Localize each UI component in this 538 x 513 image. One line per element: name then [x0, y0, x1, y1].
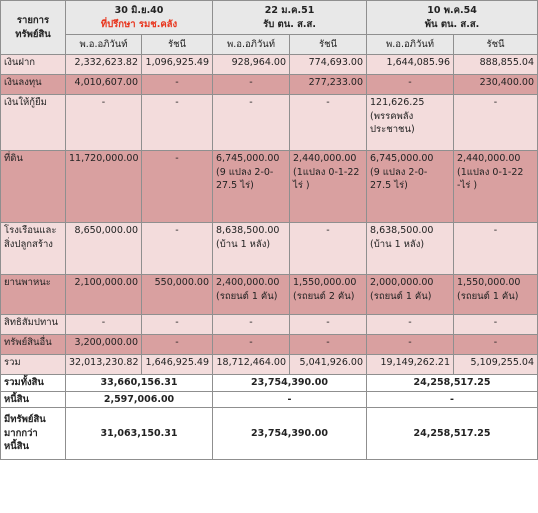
asset-row-label: ยานพาหนะ	[1, 275, 66, 315]
asset-value-cell: -	[290, 95, 367, 151]
header-item-line-1: รายการ	[16, 15, 50, 26]
total-value-cell: 31,063,150.31	[66, 408, 213, 460]
asset-value-cell: -	[213, 315, 290, 335]
asset-value-cell: -	[142, 315, 213, 335]
asset-value-cell: -	[367, 315, 454, 335]
asset-value-cell: -	[290, 315, 367, 335]
total-row-label: หนี้สิน	[1, 391, 66, 408]
period-1-date: 30 มิ.ย.40	[114, 5, 164, 16]
asset-rows	[1, 55, 538, 375]
asset-value-cell: 2,440,000.00 (1แปลง 0-1-22 ไร่ )	[290, 151, 367, 223]
asset-value-cell: 18,712,464.00	[213, 355, 290, 375]
asset-value-cell: 1,096,925.49	[142, 55, 213, 75]
asset-value-cell: -	[454, 223, 538, 275]
asset-value-cell: 1,550,000.00 (รถยนต์ 2 คัน)	[290, 275, 367, 315]
asset-row	[1, 335, 538, 355]
asset-value-cell: -	[66, 315, 142, 335]
asset-value-cell: 6,745,000.00 (9 แปลง 2-0- 27.5 ไร่)	[213, 151, 290, 223]
asset-row-label: โรงเรือนและ สิ่งปลูกสร้าง	[1, 223, 66, 275]
asset-value-cell: 2,100,000.00	[66, 275, 142, 315]
total-value-cell: 33,660,156.31	[66, 375, 213, 392]
owner-header-5: พ.อ.อภิวันท์	[367, 35, 454, 55]
period-3-note: พ้น ตน. ส.ส.	[424, 18, 480, 30]
period-2-date: 22 ม.ค.51	[264, 5, 315, 16]
asset-row-label: ทรัพย์สินอื่น	[1, 335, 66, 355]
asset-value-cell: 5,041,926.00	[290, 355, 367, 375]
asset-value-cell: 32,013,230.82	[66, 355, 142, 375]
asset-row-label: รวม	[1, 355, 66, 375]
asset-value-cell: 5,109,255.04	[454, 355, 538, 375]
asset-value-cell: 550,000.00	[142, 275, 213, 315]
asset-value-cell: 2,000,000.00 (รถยนต์ 1 คัน)	[367, 275, 454, 315]
asset-value-cell: -	[213, 95, 290, 151]
total-value-cell: -	[367, 391, 538, 408]
total-value-cell: 24,258,517.25	[367, 375, 538, 392]
period-2-header	[213, 1, 367, 35]
period-3-header	[367, 1, 538, 35]
asset-row	[1, 151, 538, 223]
asset-row	[1, 95, 538, 151]
asset-value-cell: 3,200,000.00	[66, 335, 142, 355]
total-rows	[1, 375, 538, 460]
asset-value-cell: 1,644,085.96	[367, 55, 454, 75]
header-item-cell	[1, 1, 66, 55]
asset-value-cell: -	[290, 335, 367, 355]
period-3-date: 10 พ.ค.54	[427, 5, 477, 16]
asset-row	[1, 75, 538, 95]
header-item-line-2: ทรัพย์สิน	[15, 28, 51, 40]
asset-value-cell: 277,233.00	[290, 75, 367, 95]
asset-row	[1, 275, 538, 315]
asset-value-cell: 11,720,000.00	[66, 151, 142, 223]
owner-header-3: พ.อ.อภิวันท์	[213, 35, 290, 55]
asset-value-cell: 19,149,262.21	[367, 355, 454, 375]
asset-value-cell: 1,646,925.49	[142, 355, 213, 375]
asset-value-cell: -	[142, 75, 213, 95]
period-2-note: รับ ตน. ส.ส.	[263, 18, 316, 30]
total-row-label: มีทรัพย์สิน มากกว่า หนี้สิน	[1, 408, 66, 460]
period-1-header	[66, 1, 213, 35]
asset-value-cell: -	[213, 335, 290, 355]
owner-header-4: รัชนี	[290, 35, 367, 55]
asset-value-cell: 1,550,000.00 (รถยนต์ 1 คัน)	[454, 275, 538, 315]
asset-value-cell: -	[213, 75, 290, 95]
total-value-cell: 2,597,006.00	[66, 391, 213, 408]
asset-value-cell: -	[142, 335, 213, 355]
asset-value-cell: 2,400,000.00 (รถยนต์ 1 คัน)	[213, 275, 290, 315]
asset-value-cell: 8,650,000.00	[66, 223, 142, 275]
asset-value-cell: -	[454, 315, 538, 335]
asset-value-cell: 928,964.00	[213, 55, 290, 75]
owner-header-1: พ.อ.อภิวันท์	[66, 35, 142, 55]
asset-row-label: สิทธิสัมปทาน	[1, 315, 66, 335]
asset-value-cell: -	[142, 151, 213, 223]
total-value-cell: 23,754,390.00	[213, 375, 367, 392]
asset-value-cell: 8,638,500.00 (บ้าน 1 หลัง)	[367, 223, 454, 275]
asset-value-cell: -	[367, 335, 454, 355]
period-1-note: ที่ปรึกษา รมช.คลัง	[100, 18, 178, 30]
total-value-cell: 23,754,390.00	[213, 408, 367, 460]
asset-row-label: เงินให้กู้ยืม	[1, 95, 66, 151]
asset-value-cell: 8,638,500.00 (บ้าน 1 หลัง)	[213, 223, 290, 275]
asset-value-cell: 4,010,607.00	[66, 75, 142, 95]
asset-value-cell: -	[142, 95, 213, 151]
total-row	[1, 391, 538, 408]
total-row-label: รวมทั้งสิน	[1, 375, 66, 392]
asset-value-cell: -	[367, 75, 454, 95]
owner-header-2: รัชนี	[142, 35, 213, 55]
asset-value-cell: -	[290, 223, 367, 275]
asset-row	[1, 355, 538, 375]
asset-value-cell: 2,440,000.00 (1แปลง 0-1-22 -ไร่ )	[454, 151, 538, 223]
asset-value-cell: 6,745,000.00 (9 แปลง 2-0- 27.5 ไร่)	[367, 151, 454, 223]
asset-value-cell: 2,332,623.82	[66, 55, 142, 75]
asset-value-cell: 774,693.00	[290, 55, 367, 75]
asset-row	[1, 55, 538, 75]
total-row	[1, 375, 538, 392]
asset-value-cell: -	[454, 95, 538, 151]
asset-row	[1, 223, 538, 275]
total-value-cell: 24,258,517.25	[367, 408, 538, 460]
asset-value-cell: -	[142, 223, 213, 275]
asset-value-cell: 888,855.04	[454, 55, 538, 75]
asset-row-label: เงินลงทุน	[1, 75, 66, 95]
asset-row	[1, 315, 538, 335]
asset-value-cell: -	[454, 335, 538, 355]
asset-row-label: ที่ดิน	[1, 151, 66, 223]
owner-header-6: รัชนี	[454, 35, 538, 55]
total-row	[1, 408, 538, 460]
asset-value-cell: -	[66, 95, 142, 151]
total-value-cell: -	[213, 391, 367, 408]
asset-row-label: เงินฝาก	[1, 55, 66, 75]
asset-value-cell: 121,626.25 (พรรคพลัง ประชาชน)	[367, 95, 454, 151]
asset-value-cell: 230,400.00	[454, 75, 538, 95]
